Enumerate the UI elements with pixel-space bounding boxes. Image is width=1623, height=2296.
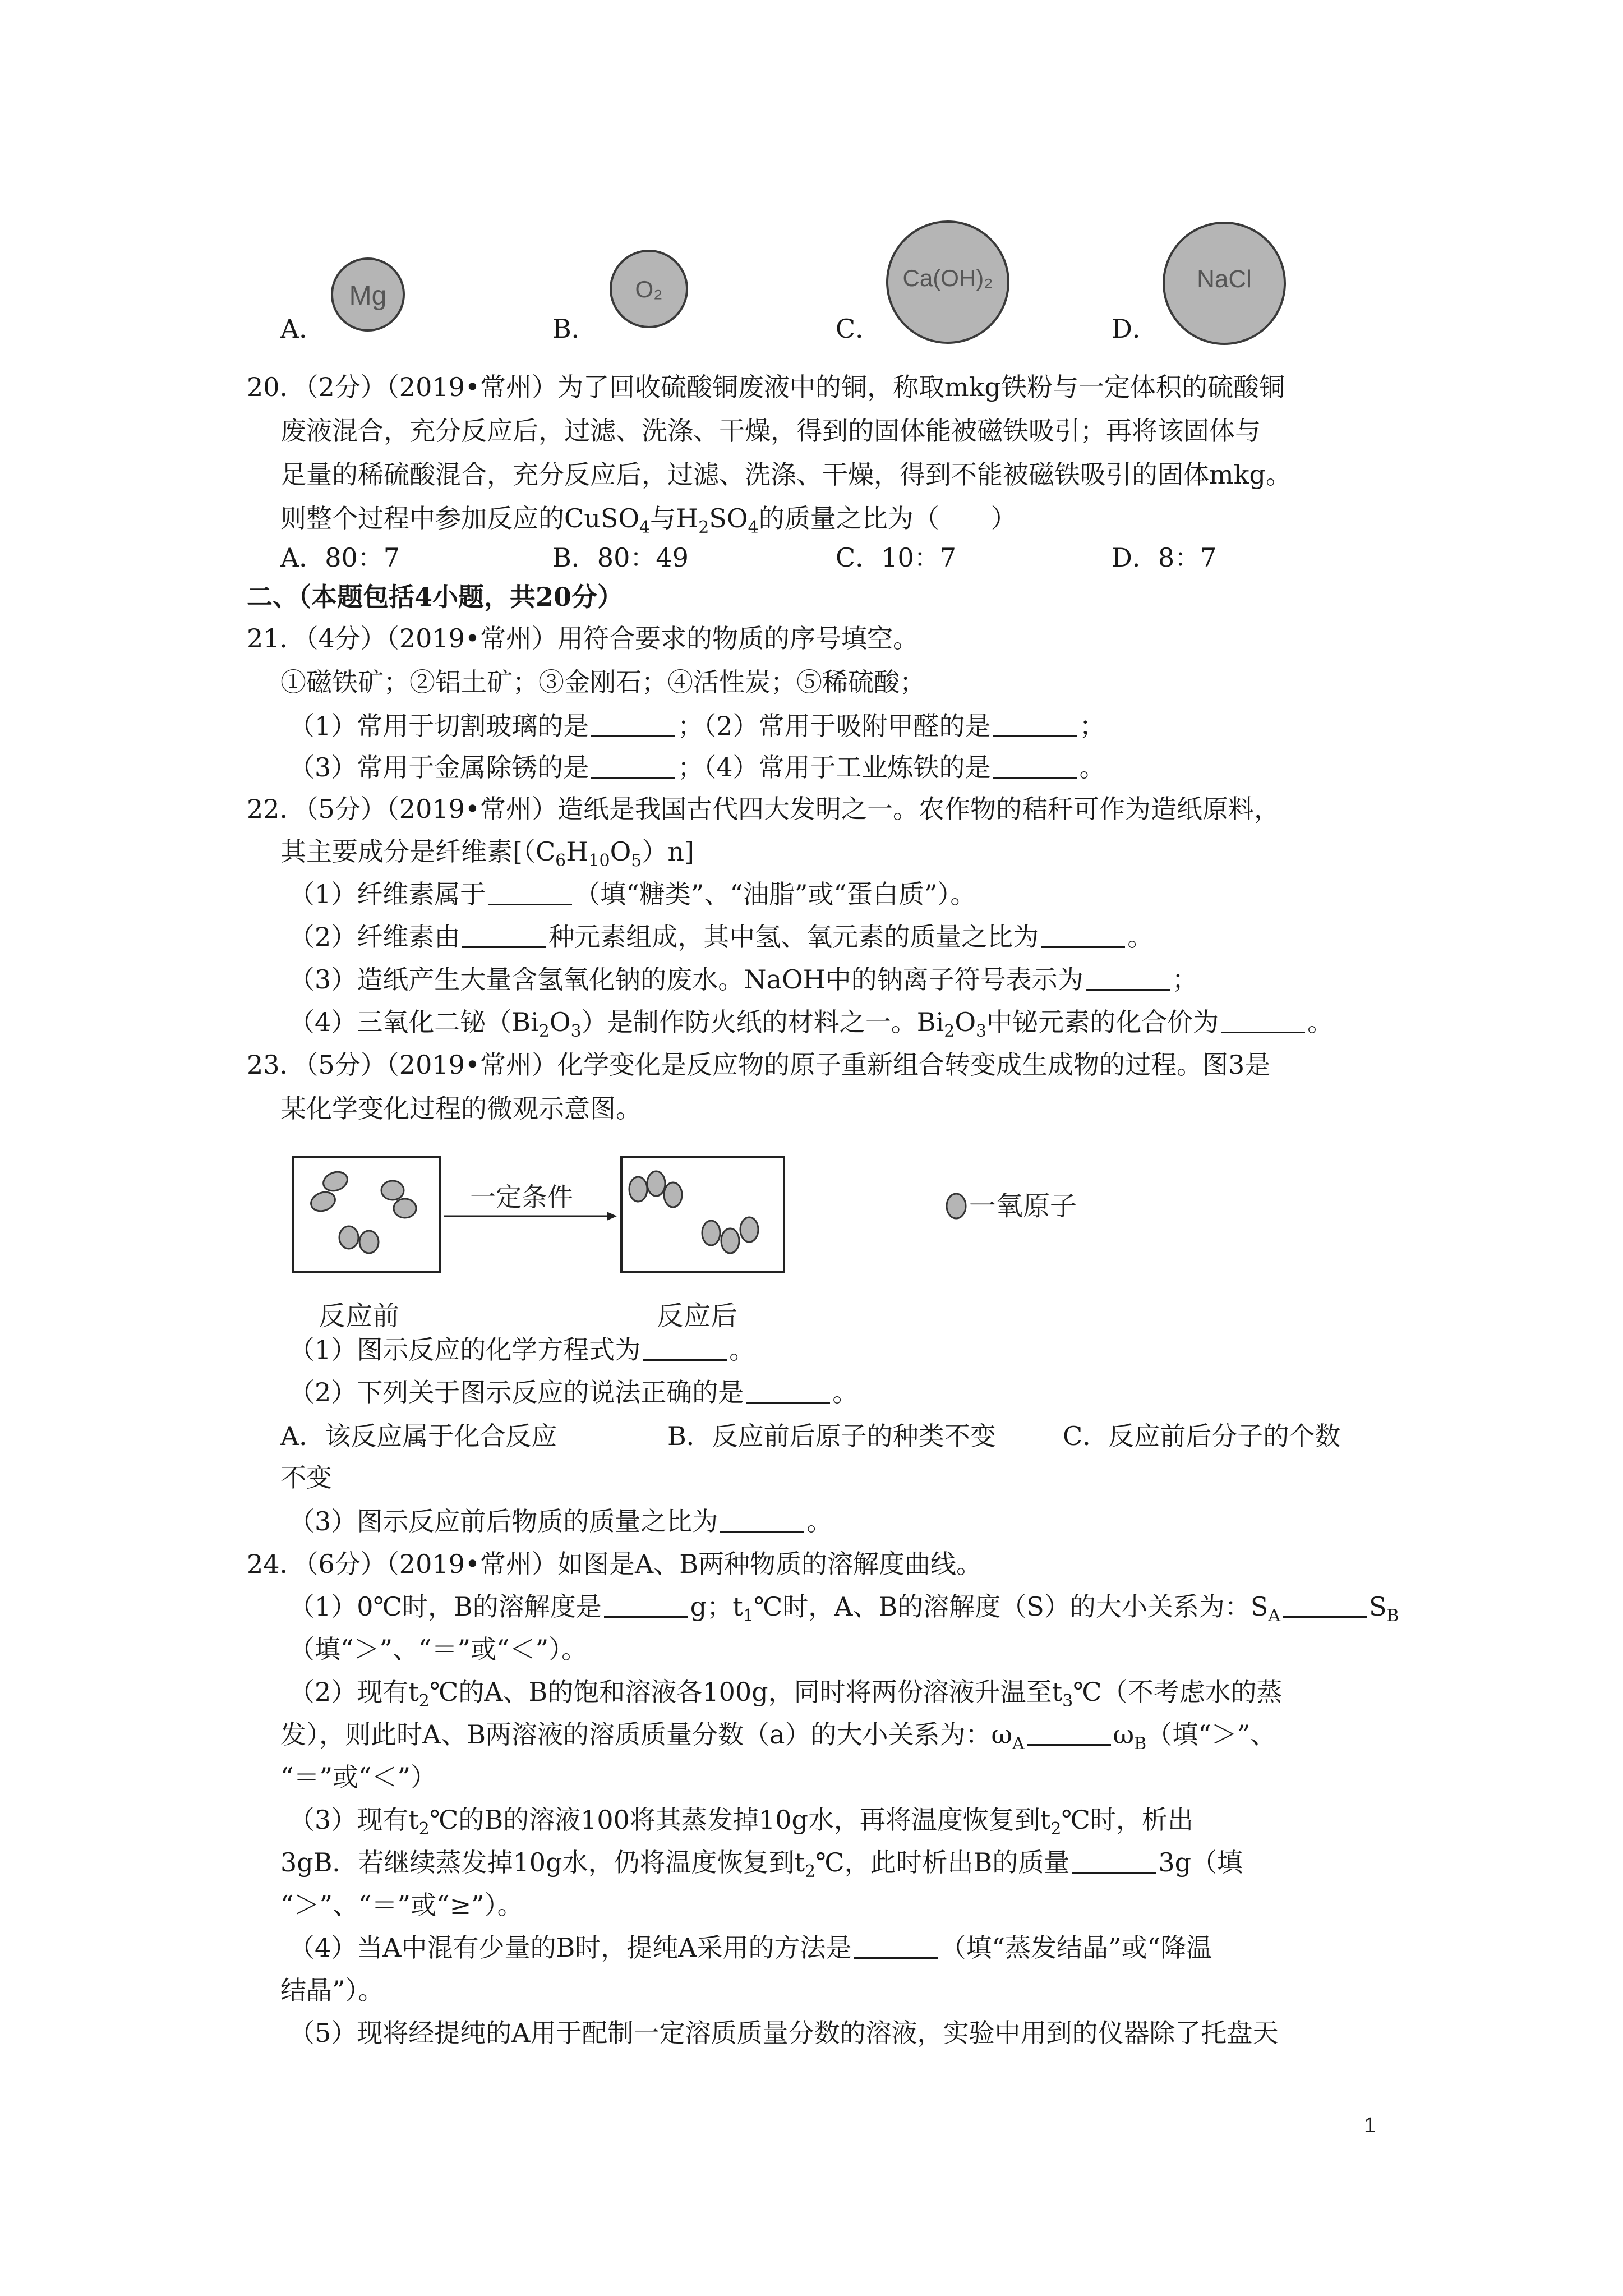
q19-option-a-molecule xyxy=(329,255,407,334)
q20-line-3: 足量的稀硫酸混合，充分反应后，过滤、洗涤、干燥，得到不能被磁铁吸引的固体mkg。 xyxy=(280,459,1292,490)
q23-option-c: C．反应前后分子的个数 xyxy=(1063,1421,1341,1451)
q23-option-c-cont: 不变 xyxy=(280,1462,332,1493)
reaction-diagram xyxy=(286,1150,1161,1335)
blank[interactable] xyxy=(1072,1848,1156,1874)
q19-option-d-formula: NaCl xyxy=(1197,265,1252,293)
after-label: 反应后 xyxy=(656,1300,738,1332)
blank[interactable] xyxy=(643,1336,727,1361)
q22-line-6: （4）三氧化二铋$(Bi_2O_3)$是制作防火纸的材料之一。$Bi_2O_3$中铋元素的化合价为 。 xyxy=(289,1007,1334,1041)
q24-line-12: （5）现将经提纯的A用于配制一定溶质质量分数的溶液，实验中用到的仪器除了托盘天 xyxy=(289,2018,1279,2048)
q23-option-b: B．反应前后原子的种类不变 xyxy=(667,1421,996,1451)
q19-option-a-formula: Mg xyxy=(349,281,387,311)
q24-line-10: （4）当A中混有少量的B时，提纯A采用的方法是 （填“蒸发结晶”或“降温 xyxy=(289,1932,1212,1963)
blank[interactable] xyxy=(854,1934,938,1959)
q20-option-c: C．10：7 xyxy=(836,542,956,573)
q20-line-2: 废液混合，充分反应后，过滤、洗涤、干燥，得到的固体能被磁铁吸引；再将该固体与 xyxy=(280,416,1261,446)
blank[interactable] xyxy=(993,753,1077,779)
q21-line-1: 21．（4分）（2019•常州）用符合要求的物质的序号填空。 xyxy=(247,623,919,654)
q24-line-9: “＞”、“＝”或“≥”）。 xyxy=(280,1890,523,1920)
blank[interactable] xyxy=(993,712,1077,737)
q20-option-a: A．80：7 xyxy=(280,542,400,573)
q24-line-5: 发），则此时A、B两溶液的溶质质量分数（a）的大小关系为：$\omega_A$ $\omega_B$（填“＞”、 xyxy=(280,1719,1276,1754)
before-box xyxy=(293,1157,440,1272)
blank[interactable] xyxy=(1221,1008,1305,1033)
q19-option-b-letter: B． xyxy=(552,314,597,344)
q21-line-2: ①磁铁矿；②铝土矿；③金刚石；④活性炭；⑤稀硫酸； xyxy=(280,667,925,697)
blank[interactable] xyxy=(488,880,572,905)
q23-sub-3: （3）图示反应前后物质的质量之比为 。 xyxy=(289,1506,833,1536)
blank[interactable] xyxy=(746,1378,830,1404)
q24-line-2: （1）0℃时，B的溶解度是 g；$t_1℃$时，A、B的溶解度（S）的大小关系为：$S_A$ $S_B$ xyxy=(289,1591,1399,1626)
q19-option-c-molecule xyxy=(883,218,1012,347)
q24-line-8: 3gB．若继续蒸发掉10g水，仍将温度恢复到$t_2℃$，此时析出B的质量 3g（填 xyxy=(280,1847,1243,1881)
after-box xyxy=(621,1157,784,1272)
q23-line-2: 某化学变化过程的微观示意图。 xyxy=(280,1093,642,1124)
q24-line-6: “＝”或“＜”） xyxy=(280,1762,437,1792)
q20-option-d: D．8：7 xyxy=(1112,542,1217,573)
q20-option-b: B．80：49 xyxy=(552,542,689,573)
q21-line-4: （3）常用于金属除锈的是 ；（4）常用于工业炼铁的是 。 xyxy=(289,752,1105,783)
blank[interactable] xyxy=(1086,965,1170,991)
q22-line-2: 其主要成分是纤维素$[(C_6H_{10}O_5)n]$ xyxy=(280,836,694,871)
page-number: 1 xyxy=(1364,2114,1376,2137)
legend-label: 一氧原子 xyxy=(969,1190,1077,1222)
q24-line-1: 24．（6分）（2019•常州）如图是A、B两种物质的溶解度曲线。 xyxy=(247,1549,983,1579)
q19-option-c-formula: Ca(OH)₂ xyxy=(902,265,993,291)
q19-option-a-letter: A． xyxy=(280,314,325,344)
q23-line-1: 23．（5分）（2019•常州）化学变化是反应物的原子重新组合转变成生成物的过程。图3是 xyxy=(247,1050,1271,1080)
blank[interactable] xyxy=(591,753,675,779)
blank[interactable] xyxy=(1283,1593,1367,1618)
blank[interactable] xyxy=(591,712,675,737)
blank[interactable] xyxy=(1027,1720,1111,1746)
q24-line-4: （2）现有$t_2℃$的A、B的饱和溶液各100g，同时将两份溶液升温至$t_3℃$（不考虑水的蒸 xyxy=(289,1677,1283,1711)
q22-line-4: （2）纤维素由 种元素组成，其中氢、氧元素的质量之比为 。 xyxy=(289,922,1154,952)
q22-line-3: （1）纤维素属于 （填“糖类”、“油脂”或“蛋白质”）。 xyxy=(289,879,976,909)
q19-option-b-formula: O₂ xyxy=(635,276,663,302)
oxygen-atom-icon xyxy=(947,1194,966,1218)
arrow-label: 一定条件 xyxy=(470,1182,573,1212)
q23-sub-1: （1）图示反应的化学方程式为 。 xyxy=(289,1335,755,1365)
q24-line-7: （3）现有$t_2℃$的B的溶液100将其蒸发掉10g水，再将温度恢复到$t_2℃$时，析出 xyxy=(289,1805,1193,1839)
q19-option-d-molecule xyxy=(1160,219,1289,348)
q19-option-d-letter: D． xyxy=(1112,314,1158,344)
before-label: 反应前 xyxy=(318,1300,400,1332)
q24-line-11: 结晶”）。 xyxy=(280,1975,384,2005)
q22-line-5: （3）造纸产生大量含氢氧化钠的废水。NaOH中的钠离子符号表示为 ； xyxy=(289,964,1198,995)
blank[interactable] xyxy=(462,923,546,948)
q23-sub-2: （2）下列关于图示反应的说法正确的是 。 xyxy=(289,1377,859,1407)
q22-line-1: 22．（5分）（2019•常州）造纸是我国古代四大发明之一。农作物的秸秆可作为造纸原料， xyxy=(247,794,1280,824)
blank[interactable] xyxy=(604,1593,688,1618)
q20-line-1: 20．（2分）（2019•常州）为了回收硫酸铜废液中的铜，称取mkg铁粉与一定体积的硫酸铜 xyxy=(247,372,1285,402)
blank[interactable] xyxy=(720,1507,804,1533)
section-2-heading: 二、（本题包括4小题，共20分） xyxy=(247,582,624,612)
q24-line-3: （填“＞”、“＝”或“＜”）。 xyxy=(289,1634,588,1664)
q19-option-b-molecule xyxy=(607,247,691,331)
q23-option-a: A．该反应属于化合反应 xyxy=(280,1421,557,1451)
q19-option-c-letter: C． xyxy=(836,314,882,344)
q21-line-3: （1）常用于切割玻璃的是 ；（2）常用于吸附甲醛的是 ； xyxy=(289,711,1105,741)
blank[interactable] xyxy=(1041,923,1125,948)
q20-line-4: 则整个过程中参加反应的CuSO$_4$与$H_2SO_4$的质量之比为（ ） xyxy=(280,503,1017,537)
